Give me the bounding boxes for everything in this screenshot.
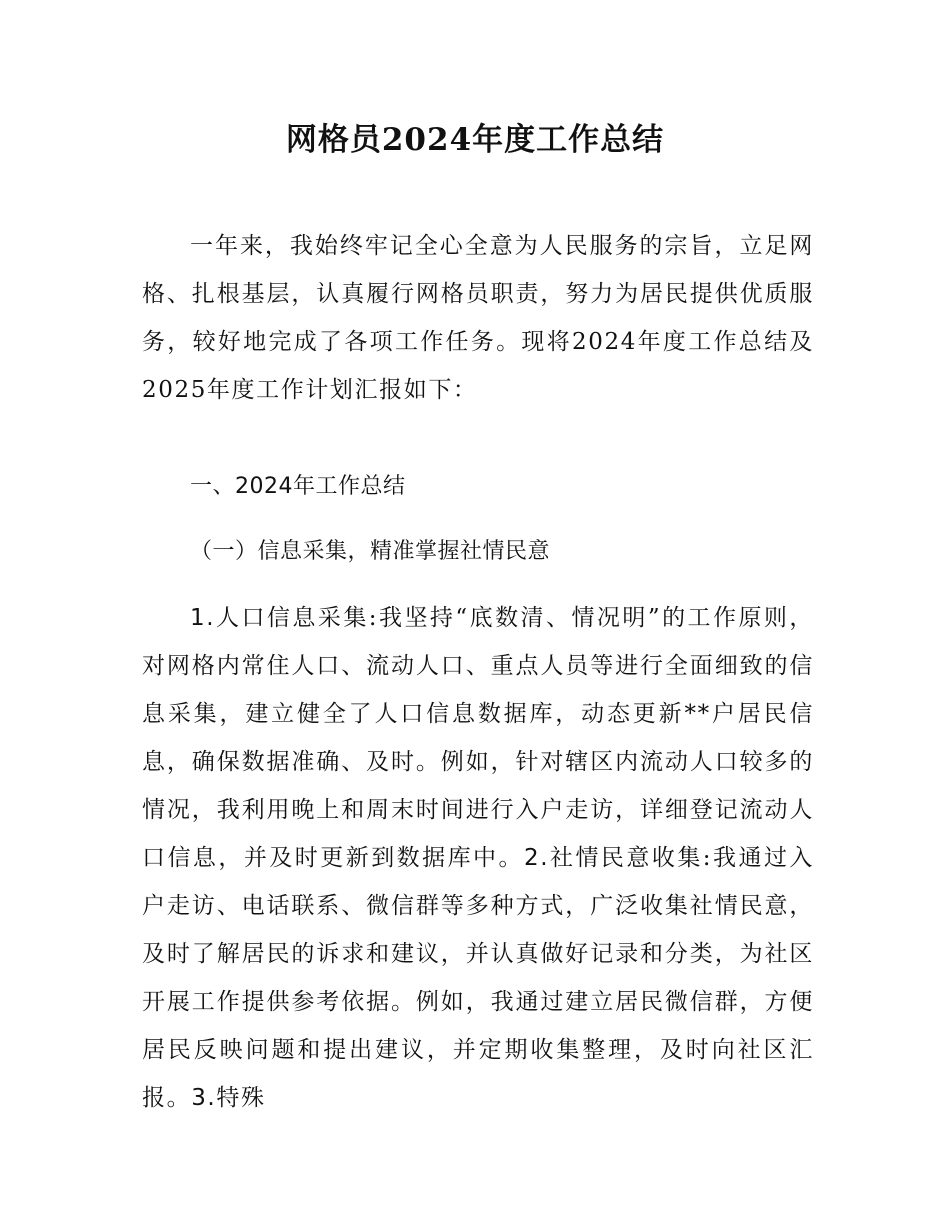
- document-title: 网格员2024年度工作总结: [285, 122, 665, 158]
- item-1-label: 1.人口信息采集: [190, 605, 369, 631]
- item-2-text: :我通过入户走访、电话联系、微信群等多种方式，广泛收集社情民意，及时了解居民的诉求和建议，并认真做好记录和分类，为社区开展工作提供参考依据。例如，我通过建立居民微信群，方便居民反映问题和提出建议，并定期收集整理，及时向社区汇报。: [142, 845, 815, 1111]
- item-1-text: :我坚持“底数清、情况明”的工作原则，对网格内常住人口、流动人口、重点人员等进行全面细致的信息采集，建立健全了人口信息数据库，动态更新**户居民信息，确保数据准确、及时。例如，针对辖区内流动人口较多的情况，我利用晚上和周末时间进行入户走访，详细登记流动人口信息，并及时更新到数据库中。: [142, 605, 814, 871]
- info-collection-paragraph: [142, 594, 814, 1122]
- item-2-label: 2.社情民意收集: [523, 845, 703, 871]
- intro-paragraph: 一年来，我始终牢记全心全意为人民服务的宗旨，立足网格、扎根基层，认真履行网格员职责，努力为居民提供优质服务，较好地完成了各项工作任务。现将2024年度工作总结及2025年度工作计划汇报如下：: [142, 233, 814, 403]
- section-heading: 一、2024年工作总结: [190, 474, 406, 499]
- item-3-label: 3.特殊: [191, 1085, 266, 1111]
- subsection-heading: （一）信息采集，精准掌握社情民意: [190, 539, 551, 564]
